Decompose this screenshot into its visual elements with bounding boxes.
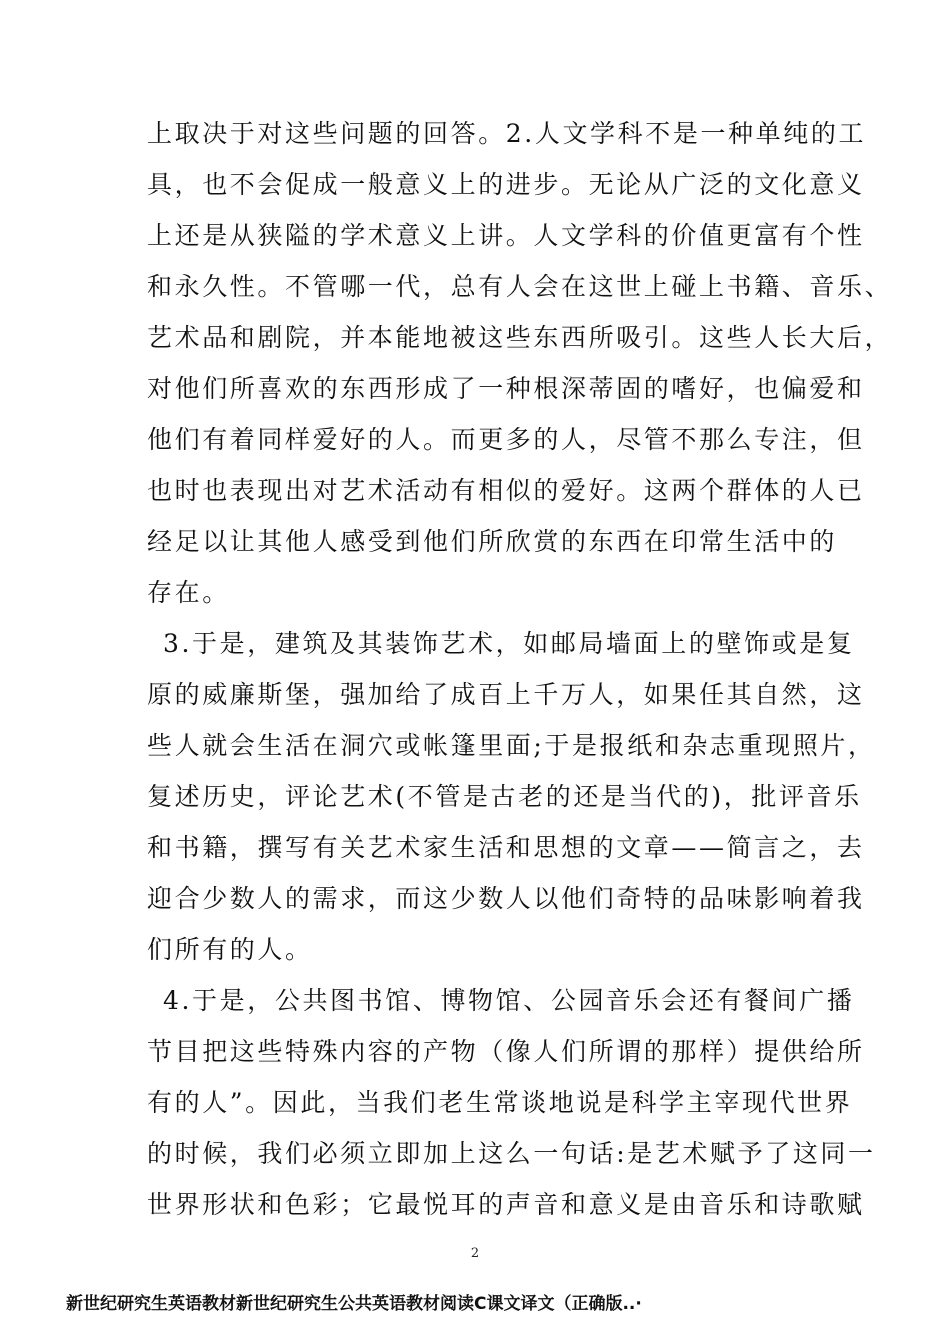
text-line: 世界形状和色彩；它最悦耳的声音和意义是由音乐和诗歌赋 xyxy=(147,1190,865,1219)
text-line: 复述历史，评论艺术(不管是古老的还是当代的)，批评音乐 xyxy=(147,782,862,811)
text-line: 也时也表现出对艺术活动有相似的爱好。这两个群体的人已 xyxy=(147,476,865,505)
page-number: 2 xyxy=(470,1246,480,1261)
paragraph-start-line: 4.于是，公共图书馆、博物馆、公园音乐会还有餐间广播 xyxy=(163,986,855,1015)
text-line: 们所有的人。 xyxy=(147,935,313,964)
text-line: 他们有着同样爱好的人。而更多的人，尽管不那么专注，但 xyxy=(147,425,865,454)
paragraph-start-line: 3.于是，建筑及其装饰艺术，如邮局墙面上的壁饰或是复 xyxy=(163,629,855,658)
text-line: 具，也不会促成一般意义上的进步。无论从广泛的文化意义 xyxy=(147,170,865,199)
text-line: 的时候，我们必须立即加上这么一句话:是艺术赋予了这同一 xyxy=(147,1139,876,1168)
text-line: 些人就会生活在洞穴或帐篷里面;于是报纸和杂志重现照片， xyxy=(147,731,876,760)
text-line: 对他们所喜欢的东西形成了一种根深蒂固的嗜好，也偏爱和 xyxy=(147,374,865,403)
text-line: 艺术品和剧院，并本能地被这些东西所吸引。这些人长大后， xyxy=(147,323,893,352)
text-line: 迎合少数人的需求，而这少数人以他们奇特的品味影响着我 xyxy=(147,884,865,913)
text-line: 节目把这些特殊内容的产物（像人们所谓的那样）提供给所 xyxy=(147,1037,865,1066)
footer-title: 新世纪研究生英语教材新世纪研究生公共英语教材阅读C课文译文（正确版..· xyxy=(66,1294,642,1314)
text-line: 和书籍，撰写有关艺术家生活和思想的文章——简言之，去 xyxy=(147,833,865,862)
body-text xyxy=(147,108,893,1230)
text-line: 上还是从狭隘的学术意义上讲。人文学科的价值更富有个性 xyxy=(147,221,865,250)
text-line: 上取决于对这些问题的回答。2.人文学科不是一种单纯的工 xyxy=(147,119,867,148)
text-line: 经足以让其他人感受到他们所欣赏的东西在印常生活中的 xyxy=(147,527,838,556)
text-line: 有的人”。因此，当我们老生常谈地说是科学主宰现代世界 xyxy=(147,1088,853,1117)
text-line: 和永久性。不管哪一代，总有人会在这世上碰上书籍、音乐、 xyxy=(147,272,893,301)
text-line: 原的威廉斯堡，强加给了成百上千万人，如果任其自然，这 xyxy=(147,680,865,709)
text-line: 存在。 xyxy=(147,578,230,607)
